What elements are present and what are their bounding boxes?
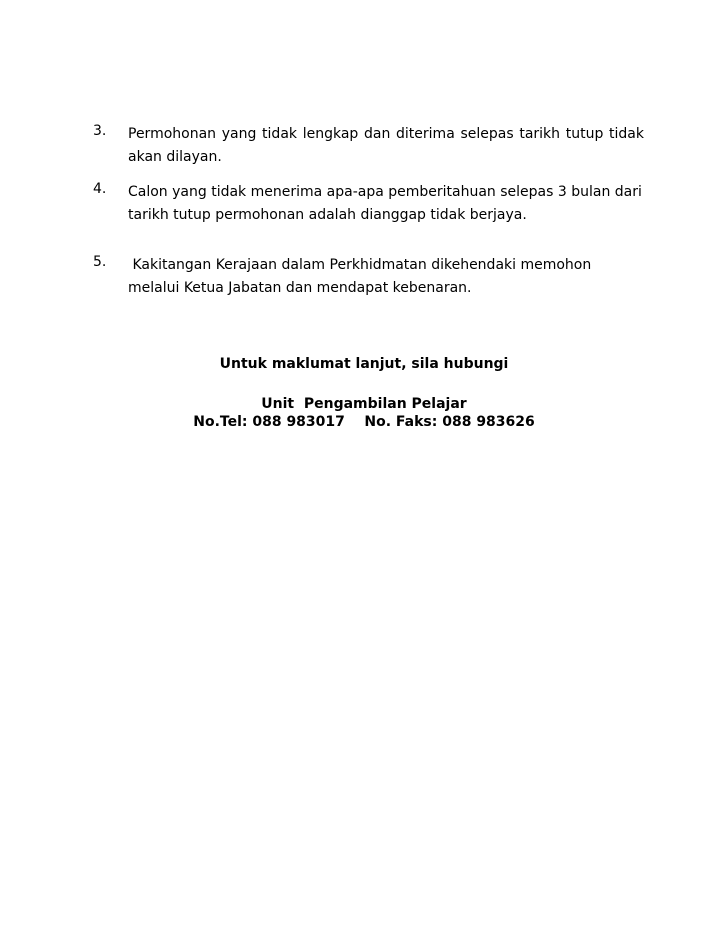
contact-unit: Unit Pengambilan Pelajar — [261, 396, 467, 412]
list-item-text: Kakitangan Kerajaan dalam Perkhidmatan dikehendaki memohon melalui Ketua Jabatan dan mendapat kebenaran. — [128, 257, 596, 296]
list-item-5 — [93, 254, 644, 300]
list-item-3 — [93, 123, 644, 169]
list-item-number: 3. — [93, 123, 107, 139]
list-item-text: Calon yang tidak menerima apa-apa pemberitahuan selepas 3 bulan dari tarikh tutup permohonan adalah dianggap tidak berjaya. — [128, 184, 642, 223]
list-item-number: 4. — [93, 181, 107, 197]
list-item-number: 5. — [93, 254, 107, 270]
contact-phone-fax: No.Tel: 088 983017 No. Faks: 088 983626 — [193, 414, 535, 430]
list-item-4 — [93, 181, 644, 227]
contact-heading: Untuk maklumat lanjut, sila hubungi — [219, 356, 509, 372]
list-item-text: Permohonan yang tidak lengkap dan diterima selepas tarikh tutup tidak akan dilayan. — [128, 126, 644, 165]
